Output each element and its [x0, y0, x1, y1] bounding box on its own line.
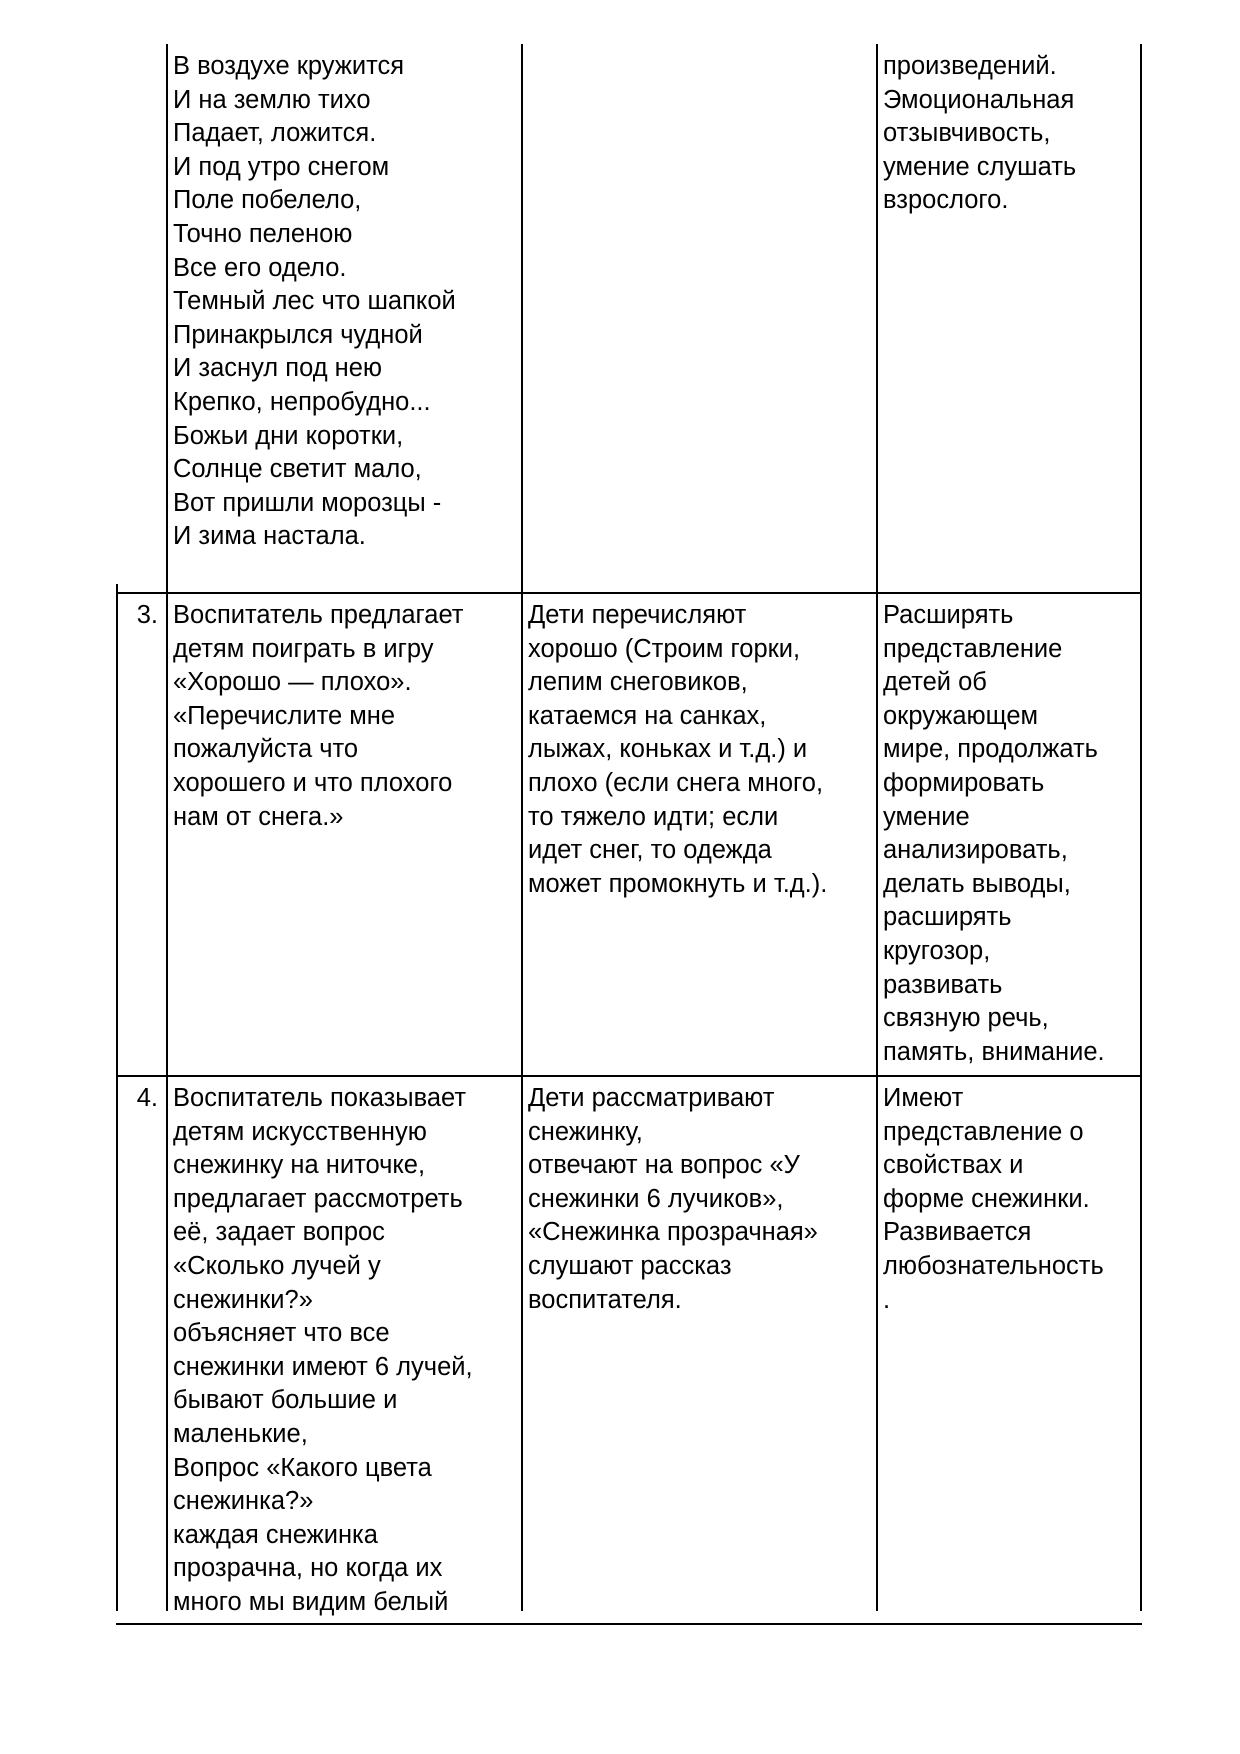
table-border-bottom	[116, 1623, 1142, 1625]
teacher-activity-cell: Воспитатель показывает детям искусственную снежинку на ниточке, предлагает рассмотреть её, задает вопрос «Сколько лучей у снежинки?» объясняет что все снежинки имеют 6 лучей, бывают большие и маленькие, Вопрос «Какого цвета снежинка?» каждая снежинка прозрачна, но когда их много мы видим белый	[173, 1084, 473, 1616]
table-border-right	[1140, 44, 1142, 1611]
column-divider-2	[521, 44, 523, 1611]
column-divider-1	[166, 44, 168, 1611]
children-activity-cell: Дети рассматривают снежинку, отвечают на вопрос «У снежинки 6 лучиков», «Снежинка прозрачная» слушают рассказ воспитателя.	[528, 1084, 818, 1314]
children-activity-cell: Дети перечисляют хорошо (Строим горки, лепим снеговиков, катаемся на санках, лыжах, коньках и т.д.) и плохо (если снега много, то тяжело идти; если идет снег, то одежда может промокнуть и т.д.).	[528, 601, 828, 898]
teacher-activity-cell: Воспитатель предлагает детям поиграть в игру «Хорошо — плохо». «Перечислите мне пожалуйста что хорошего и что плохого нам от снега.»	[173, 601, 464, 831]
result-cell: Имеют представление о свойствах и форме снежинки. Развивается любознательность .	[883, 1084, 1104, 1314]
teacher-activity-cell: В воздухе кружится И на землю тихо Падает, ложится. И под утро снегом Поле побелело, Точно пеленою Все его одело. Темный лес что шапкой Принакрылся чудной И заснул под нею Крепко, непробудно... Божьи дни коротки, Солнце светит мало, Вот пришли морозцы - И зима настала.	[173, 52, 456, 551]
column-divider-3	[876, 44, 878, 1611]
row-divider-1	[116, 592, 1142, 594]
row-number: 3.	[136, 601, 158, 629]
result-cell: Расширять представление детей об окружающем мире, продолжать формировать умение анализировать, делать выводы, расширять кругозор, развивать связную речь, память, внимание.	[883, 601, 1105, 1066]
lesson-table	[116, 44, 1142, 1616]
row-number: 4.	[136, 1084, 158, 1112]
row-divider-2	[116, 1075, 1142, 1077]
result-cell: произведений. Эмоциональная отзывчивость, умение слушать взрослого.	[883, 52, 1077, 215]
table-border-left	[116, 584, 118, 1611]
